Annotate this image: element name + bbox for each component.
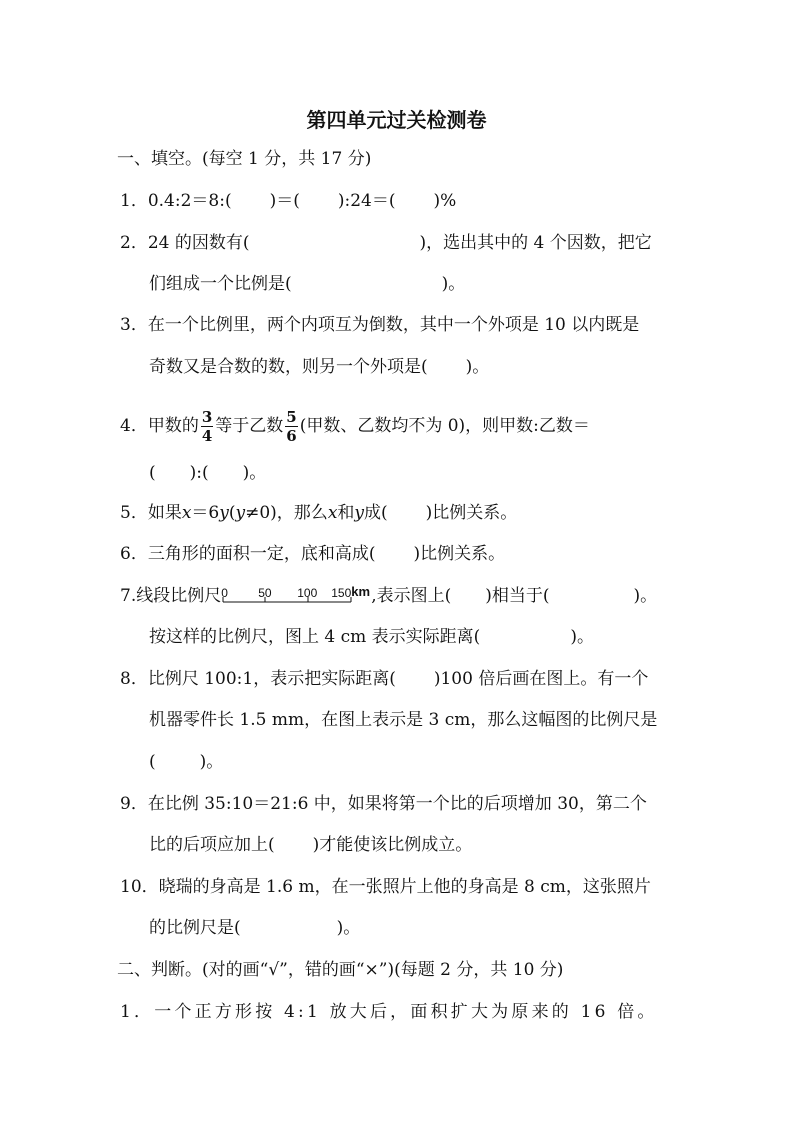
page-title: 第四单元过关检测卷 — [306, 108, 487, 132]
scale-tick-label: 0 — [221, 586, 228, 600]
question-1-10-cont: 的比例尺是( )。 — [149, 918, 361, 938]
scale-unit-label: km — [351, 584, 371, 599]
scale-tick-label: 150 — [331, 586, 352, 600]
question-1-9: 9．在比例 35:10＝21:6 中，如果将第一个比的后项增加 30，第二个 — [120, 794, 647, 814]
question-number: 8． — [120, 669, 148, 689]
question-1-8-cont2: ( )。 — [149, 752, 224, 772]
question-1-7: 7.线段比例尺 0 50 100 150 km ,表示图上( )相当于( )。 — [120, 585, 657, 607]
question-1-3-cont: 奇数又是合数的数，则另一个外项是( )。 — [149, 357, 490, 377]
question-2-1: 1．一个正方形按 4:1 放大后，面积扩大为原来的 16 倍。 — [120, 1002, 658, 1022]
question-1-10: 10．晓瑞的身高是 1.6 m，在一张照片上他的身高是 8 cm，这张照片 — [120, 877, 651, 897]
question-1-3: 3．在一个比例里，两个内项互为倒数，其中一个外项是 10 以内既是 — [120, 315, 640, 335]
question-number: 4． — [120, 416, 148, 436]
section-1-heading: 一、填空。(每空 1 分，共 17 分) — [117, 149, 372, 169]
question-1-4-cont: ( ):( )。 — [149, 463, 267, 483]
question-number: 1． — [120, 1002, 155, 1022]
question-1-8: 8．比例尺 100:1，表示把实际距离( )100 倍后画在图上。有一个 — [120, 669, 649, 689]
scale-tick-label: 100 — [297, 586, 318, 600]
question-number: 9． — [120, 794, 148, 814]
question-number: 7. — [120, 586, 137, 606]
scale-bar — [221, 585, 371, 607]
question-1-7-cont: 按这样的比例尺，图上 4 cm 表示实际距离( )。 — [149, 627, 594, 647]
question-1-4: 4．甲数的 $\frac{3}{4}$ 等于乙数 $\frac{5}{6}$ (甲数、乙数均不为 0)，则甲数:乙数＝ — [120, 408, 590, 445]
question-1-1: 1．0.4:2＝8:( )＝( ):24＝( )% — [120, 191, 457, 211]
section-2-heading: 二、判断。(对的画“√”，错的画“×”)(每题 2 分，共 10 分) — [117, 960, 564, 980]
question-number: 6． — [120, 544, 148, 564]
question-1-9-cont: 比的后项应加上( )才能使该比例成立。 — [149, 835, 473, 855]
scale-tick-label: 50 — [258, 586, 272, 600]
question-number: 5． — [120, 503, 148, 523]
question-1-2-cont: 们组成一个比例是( )。 — [149, 274, 466, 294]
question-number: 1． — [120, 191, 148, 211]
question-1-2: 2．24 的因数有( )，选出其中的 4 个因数，把它 — [120, 233, 652, 253]
question-number: 10． — [120, 877, 159, 897]
question-1-6: 6．三角形的面积一定，底和高成( )比例关系。 — [120, 544, 506, 564]
question-number: 3． — [120, 315, 148, 335]
question-1-5: 5．如果x＝6y(y≠0)，那么x和y成( )比例关系。 — [120, 503, 518, 523]
question-1-8-cont: 机器零件长 1.5 mm，在图上表示是 3 cm，那么这幅图的比例尺是 — [149, 710, 658, 730]
question-number: 2． — [120, 233, 148, 253]
fraction-three-quarters: $\frac{3}{4}$ — [201, 408, 213, 445]
fraction-five-sixths: $\frac{5}{6}$ — [286, 408, 297, 445]
